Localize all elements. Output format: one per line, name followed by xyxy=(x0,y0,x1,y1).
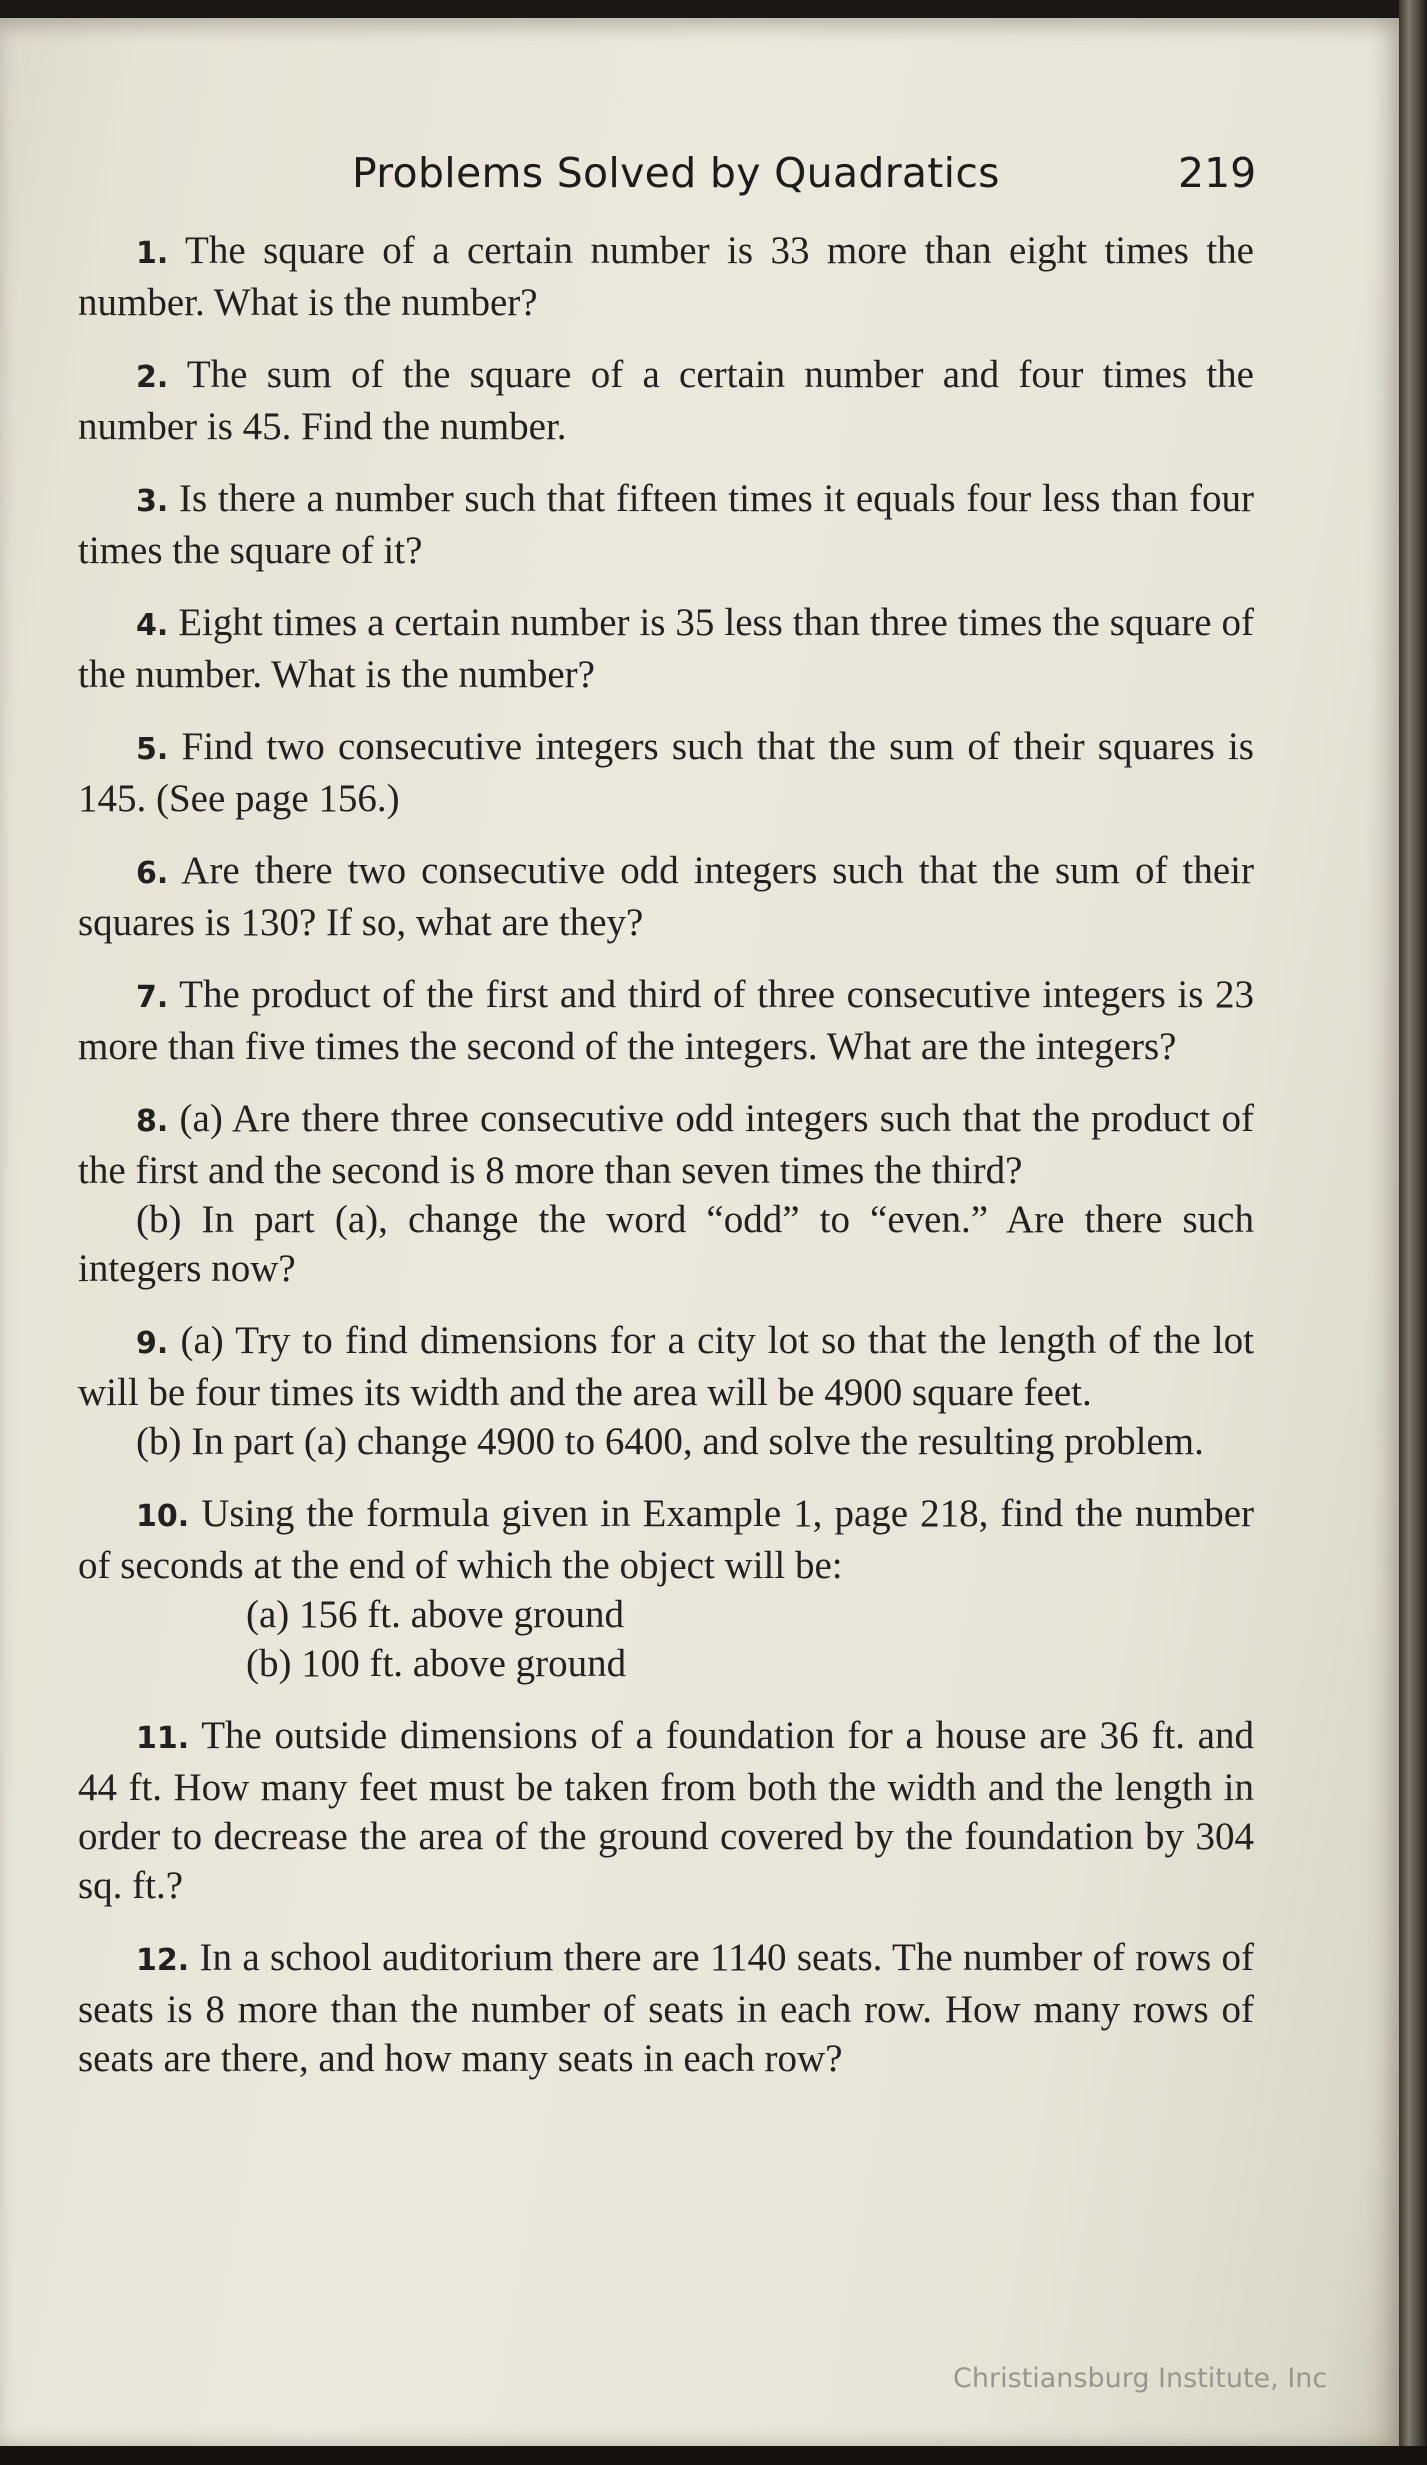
problem-text: Find two consecutive integers such that the sum of their squares is 145. (See page 156.) xyxy=(78,725,1254,820)
running-head: Problems Solved by Quadratics xyxy=(352,149,1000,197)
problem-10 xyxy=(78,1489,1254,1688)
problem-9 xyxy=(78,1316,1254,1466)
problem-number: 4. xyxy=(136,608,169,643)
problem-number: 2. xyxy=(136,360,169,395)
problem-number: 3. xyxy=(136,484,169,519)
problem-8 xyxy=(78,1094,1254,1293)
problem-number: 9. xyxy=(136,1326,169,1361)
problem-number: 1. xyxy=(136,236,169,271)
problem-text: In a school auditorium there are 1140 seats. The number of rows of seats is 8 more than the number of seats in each row. How many rows of seats are there, and how many seats in each row? xyxy=(78,1936,1254,2080)
problem-text: (a) Try to find dimensions for a city lot so that the length of the lot will be four times its width and the area will be 4900 square feet. xyxy=(78,1319,1255,1414)
problem-text: The product of the first and third of three consecutive integers is 23 more than five times the second of the integers. What are the integers? xyxy=(78,973,1254,1068)
problem-5 xyxy=(78,722,1254,823)
problem-number: 6. xyxy=(136,856,169,891)
problem-number: 5. xyxy=(136,732,169,767)
problem-text: Are there two consecutive odd integers such that the sum of their squares is 130? If so, what are they? xyxy=(78,849,1255,944)
problem-subpart: (b) In part (a), change the word “odd” to “even.” Are there such integers now? xyxy=(78,1198,1254,1290)
problem-text: The outside dimensions of a foundation for a house are 36 ft. and 44 ft. How many feet must be taken from both the width and the length in order to decrease the area of the ground covered by the foundation by 304 sq. ft.? xyxy=(78,1714,1254,1907)
page-number: 219 xyxy=(1178,149,1257,197)
problem-1 xyxy=(78,226,1254,327)
problem-text: Using the formula given in Example 1, page 218, find the number of seconds at the end of which the object will be: xyxy=(78,1492,1254,1587)
bottom-shadow xyxy=(0,2446,1427,2465)
problem-part-a: (a) 156 ft. above ground xyxy=(246,1593,624,1636)
problem-12 xyxy=(78,1933,1254,2083)
book-page xyxy=(0,18,1402,2446)
problem-3 xyxy=(78,474,1254,575)
problem-text: (a) Are there three consecutive odd integers such that the product of the first and the second is 8 more than seven times the third? xyxy=(78,1097,1254,1192)
problem-list xyxy=(78,226,1254,2106)
problem-number: 12. xyxy=(136,1943,190,1978)
problem-part-b: (b) 100 ft. above ground xyxy=(246,1642,627,1685)
problem-2 xyxy=(78,350,1254,451)
problem-text: Is there a number such that fifteen times it equals four less than four times the square of it? xyxy=(78,477,1254,572)
problem-number: 11. xyxy=(136,1721,190,1756)
problem-6 xyxy=(78,846,1254,947)
problem-text: Eight times a certain number is 35 less than three times the square of the number. What is the number? xyxy=(78,601,1255,696)
problem-number: 7. xyxy=(136,980,169,1015)
problem-number: 8. xyxy=(136,1104,169,1139)
problem-text: The square of a certain number is 33 more than eight times the number. What is the number? xyxy=(78,229,1254,324)
problem-subpart: (b) In part (a) change 4900 to 6400, and solve the resulting problem. xyxy=(136,1420,1204,1463)
problem-7 xyxy=(78,970,1254,1071)
problem-number: 10. xyxy=(136,1499,190,1534)
watermark: Christiansburg Institute, Inc xyxy=(953,2363,1328,2394)
book-edge xyxy=(1399,0,1427,2465)
problem-11 xyxy=(78,1711,1254,1910)
problem-4 xyxy=(78,598,1254,699)
problem-text: The sum of the square of a certain number and four times the number is 45. Find the number. xyxy=(78,353,1254,448)
